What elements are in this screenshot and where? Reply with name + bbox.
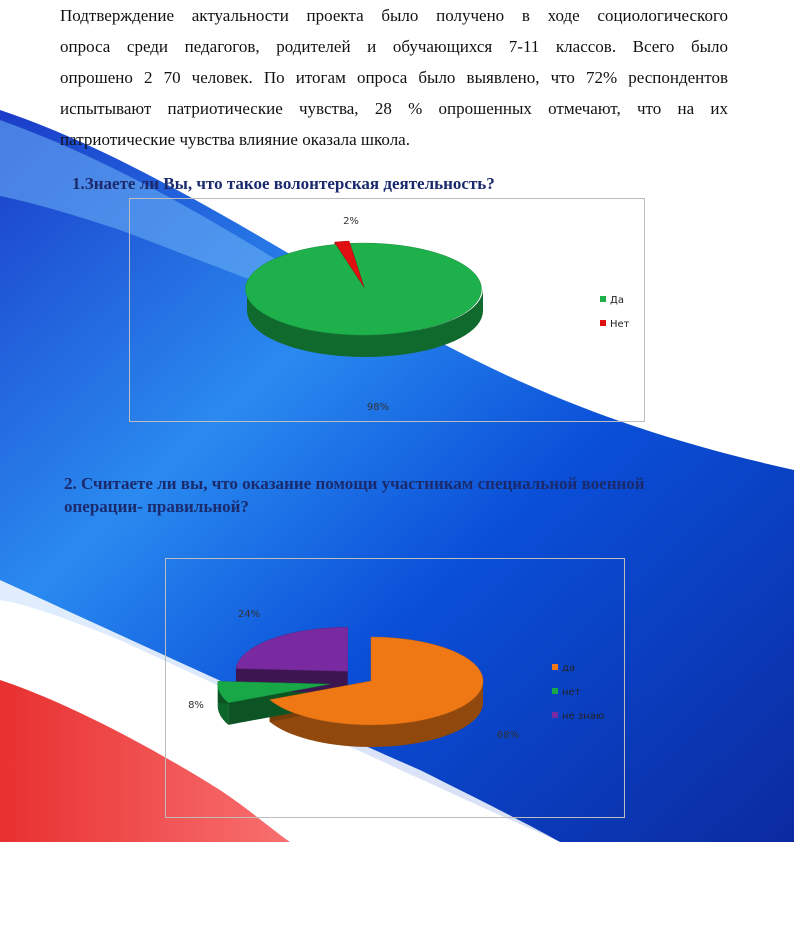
legend-label: Нет: [610, 319, 630, 330]
question-2-line: операции- правильной?: [64, 497, 249, 516]
paragraph-line: опрошено 2 70 человек. По итогам опроса было выявлено, что 72% респондентов: [60, 68, 728, 87]
legend-swatch: [552, 664, 558, 670]
legend-label: не знаю: [562, 711, 605, 722]
legend-label: нет: [562, 687, 581, 698]
legend-swatch: [600, 296, 606, 302]
question-2-heading: [64, 472, 744, 518]
pie-slice-не знаю: [236, 627, 348, 671]
legend-swatch: [552, 688, 558, 694]
pie-data-label: 2%: [343, 216, 359, 227]
question-1-heading: 1.Знаете ли Вы, что такое волонтерская деятельность?: [72, 174, 495, 193]
legend-label: да: [562, 663, 576, 674]
pie-data-label: 24%: [237, 609, 261, 620]
paragraph-line: патриотические чувства влияние оказала школа.: [60, 130, 410, 149]
chart-volunteer-awareness: [129, 198, 645, 422]
intro-paragraph: [60, 0, 728, 155]
paragraph-line: испытывают патриотические чувства, 28 % опрошенных отмечают, что на их: [60, 99, 728, 118]
paragraph-line: опроса среди педагогов, родителей и обучающихся 7-11 классов. Всего было: [60, 37, 728, 56]
chart-svo-help-opinion: [165, 558, 625, 818]
legend-label: Да: [610, 295, 624, 306]
legend-swatch: [600, 320, 606, 326]
paragraph-line: Подтверждение актуальности проекта было получено в ходе социологического: [60, 6, 728, 25]
question-2-line: 2. Считаете ли вы, что оказание помощи участникам специальной военной: [64, 474, 645, 493]
pie-data-label: 68%: [496, 730, 520, 741]
pie-data-label: 8%: [188, 700, 204, 711]
pie-data-label: 98%: [366, 402, 390, 413]
legend-swatch: [552, 712, 558, 718]
pie-slice-Да: [245, 243, 481, 335]
